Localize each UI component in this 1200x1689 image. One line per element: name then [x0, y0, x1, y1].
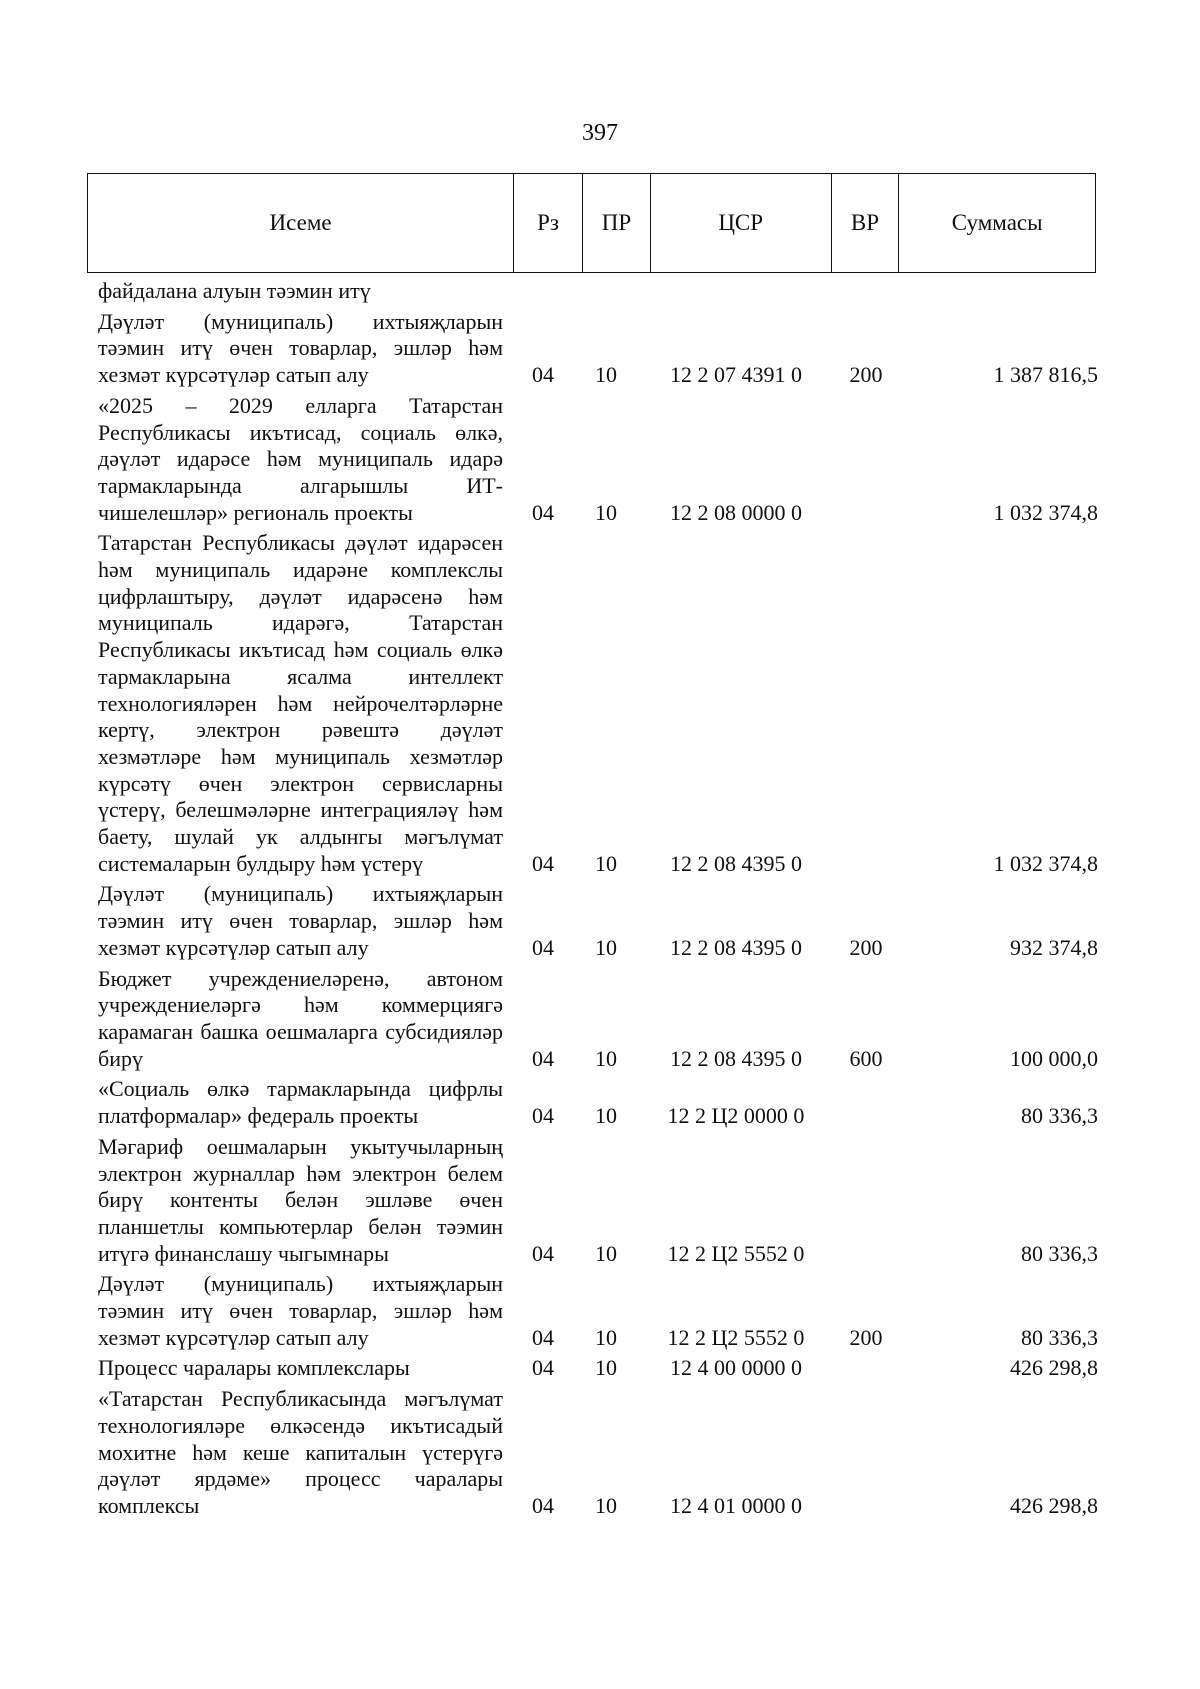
- cell-sum: 100 000,0: [1010, 1045, 1098, 1071]
- cell-rz: 04: [532, 499, 554, 525]
- cell-rz: 04: [532, 1355, 554, 1381]
- cell-pr: 10: [595, 1240, 617, 1266]
- cell-vr: 200: [849, 934, 883, 960]
- cell-sum: 426 298,8: [1010, 1492, 1098, 1518]
- cell-vr: 600: [849, 1045, 883, 1071]
- table-body: [98, 278, 1098, 1524]
- cell-vr: 200: [849, 362, 883, 388]
- cell-rz: 04: [532, 1045, 554, 1071]
- cell-rz: 04: [532, 362, 554, 388]
- cell-pr: 10: [595, 850, 617, 876]
- cell-csr: 12 4 01 0000 0: [670, 1492, 802, 1518]
- cell-sum: 1 032 374,8: [993, 499, 1098, 525]
- table-row: [98, 881, 1098, 961]
- table-row: [98, 1076, 1098, 1129]
- cell-pr: 10: [595, 1103, 617, 1129]
- header-vr: ВР: [832, 174, 900, 272]
- header-rz: Рз: [514, 174, 583, 272]
- cell-name: Мәгариф оешмаларын укытучыларның электрон журналлар һәм электрон белем бирү контенты белән эшләве өчен планшетлы компьютерлар белән тәэмин итүгә финанслашу чыгымнары: [98, 1133, 503, 1266]
- cell-csr: 12 2 08 0000 0: [670, 499, 802, 525]
- cell-pr: 10: [595, 499, 617, 525]
- cell-name: Дәүләт (муниципаль) ихтыяҗларын тәэмин итү өчен товарлар, эшләр һәм хезмәт күрсәтүләр сатып алу: [98, 881, 503, 960]
- cell-sum: 932 374,8: [1010, 934, 1098, 960]
- cell-sum: 1 032 374,8: [993, 850, 1098, 876]
- cell-csr: 12 2 Ц2 5552 0: [667, 1324, 805, 1350]
- cell-pr: 10: [595, 1492, 617, 1518]
- cell-rz: 04: [532, 934, 554, 960]
- cell-csr: 12 2 07 4391 0: [670, 362, 802, 388]
- page-number: 397: [582, 120, 618, 146]
- cell-pr: 10: [595, 1355, 617, 1381]
- header-name: Исеме: [88, 174, 514, 272]
- cell-name: файдалана алуын тәэмин итү: [98, 278, 371, 303]
- cell-rz: 04: [532, 1492, 554, 1518]
- cell-sum: 426 298,8: [1010, 1355, 1098, 1381]
- cell-pr: 10: [595, 1324, 617, 1350]
- cell-pr: 10: [595, 1045, 617, 1071]
- cell-rz: 04: [532, 1324, 554, 1350]
- table-row: [98, 393, 1098, 527]
- cell-rz: 04: [532, 850, 554, 876]
- table-row: [98, 1271, 1098, 1351]
- cell-name: Бюджет учреждениеләренә, автоном учреждениеләргә һәм коммерциягә карамаган башка оешмаларга субсидияләр бирү: [98, 965, 503, 1071]
- header-pr: ПР: [583, 174, 651, 272]
- cell-csr: 12 2 Ц2 0000 0: [667, 1103, 805, 1129]
- cell-csr: 12 2 08 4395 0: [670, 1045, 802, 1071]
- cell-vr: 200: [849, 1324, 883, 1350]
- cell-sum: 80 336,3: [1021, 1103, 1098, 1129]
- table-row: [98, 1386, 1098, 1520]
- cell-name: «2025 – 2029 елларга Татарстан Республикасы икътисад, социаль өлкә, дәүләт идарәсе һәм муниципаль идарә тармакларында алгарышлы ИТ-чишелешләр» региональ проекты: [98, 392, 503, 525]
- table-row: [98, 966, 1098, 1073]
- cell-pr: 10: [595, 934, 617, 960]
- table-header: [87, 173, 1096, 273]
- cell-csr: 12 4 00 0000 0: [670, 1355, 802, 1381]
- cell-sum: 80 336,3: [1021, 1240, 1098, 1266]
- cell-sum: 1 387 816,5: [993, 362, 1098, 388]
- cell-name: Процесс чаралары комплекслары: [98, 1355, 410, 1381]
- table-row: [98, 1355, 1098, 1382]
- cell-csr: 12 2 08 4395 0: [670, 934, 802, 960]
- table-row: [98, 278, 1098, 305]
- cell-sum: 80 336,3: [1021, 1324, 1098, 1350]
- header-sum: Суммасы: [951, 210, 1043, 235]
- table-row: [98, 530, 1098, 877]
- cell-name: Татарстан Республикасы дәүләт идарәсен һәм муниципаль идарәне комплекслы цифрлаштыру, дәүләт идарәсенә һәм муниципаль идарәгә, Татарстан Республикасы икътисад һәм социаль өлкә тармакларына ясалма интеллект технологияләрен һәм нейрочелтәрләрне кертү, электрон рәвештә дәүләт хезмәтләре һәм муниципаль хезмәтләр күрсәтү өчен электрон сервисларны үстерү, белешмәләрне интеграцияләү һәм баету, шулай ук алдынгы мәгълүмат системаларын булдыру һәм үстерү: [98, 530, 503, 876]
- table-row: [98, 309, 1098, 389]
- cell-csr: 12 2 Ц2 5552 0: [667, 1240, 805, 1266]
- cell-pr: 10: [595, 362, 617, 388]
- header-csr: ЦСР: [651, 174, 832, 272]
- cell-name: Дәүләт (муниципаль) ихтыяҗларын тәэмин итү өчен товарлар, эшләр һәм хезмәт күрсәтүләр сатып алу: [98, 308, 503, 388]
- cell-rz: 04: [532, 1103, 554, 1129]
- table-row: [98, 1134, 1098, 1268]
- cell-rz: 04: [532, 1240, 554, 1266]
- cell-name: «Социаль өлкә тармакларында цифрлы платформалар» федераль проекты: [98, 1076, 503, 1129]
- cell-csr: 12 2 08 4395 0: [670, 850, 802, 876]
- cell-name: Дәүләт (муниципаль) ихтыяҗларын тәэмин итү өчен товарлар, эшләр һәм хезмәт күрсәтүләр сатып алу: [98, 1271, 503, 1350]
- cell-name: «Татарстан Республикасында мәгълүмат технологияләре өлкәсендә икътисадый мохитне һәм кеше капиталын үстерүгә дәүләт ярдәме» процесс чаралары комплексы: [98, 1386, 503, 1518]
